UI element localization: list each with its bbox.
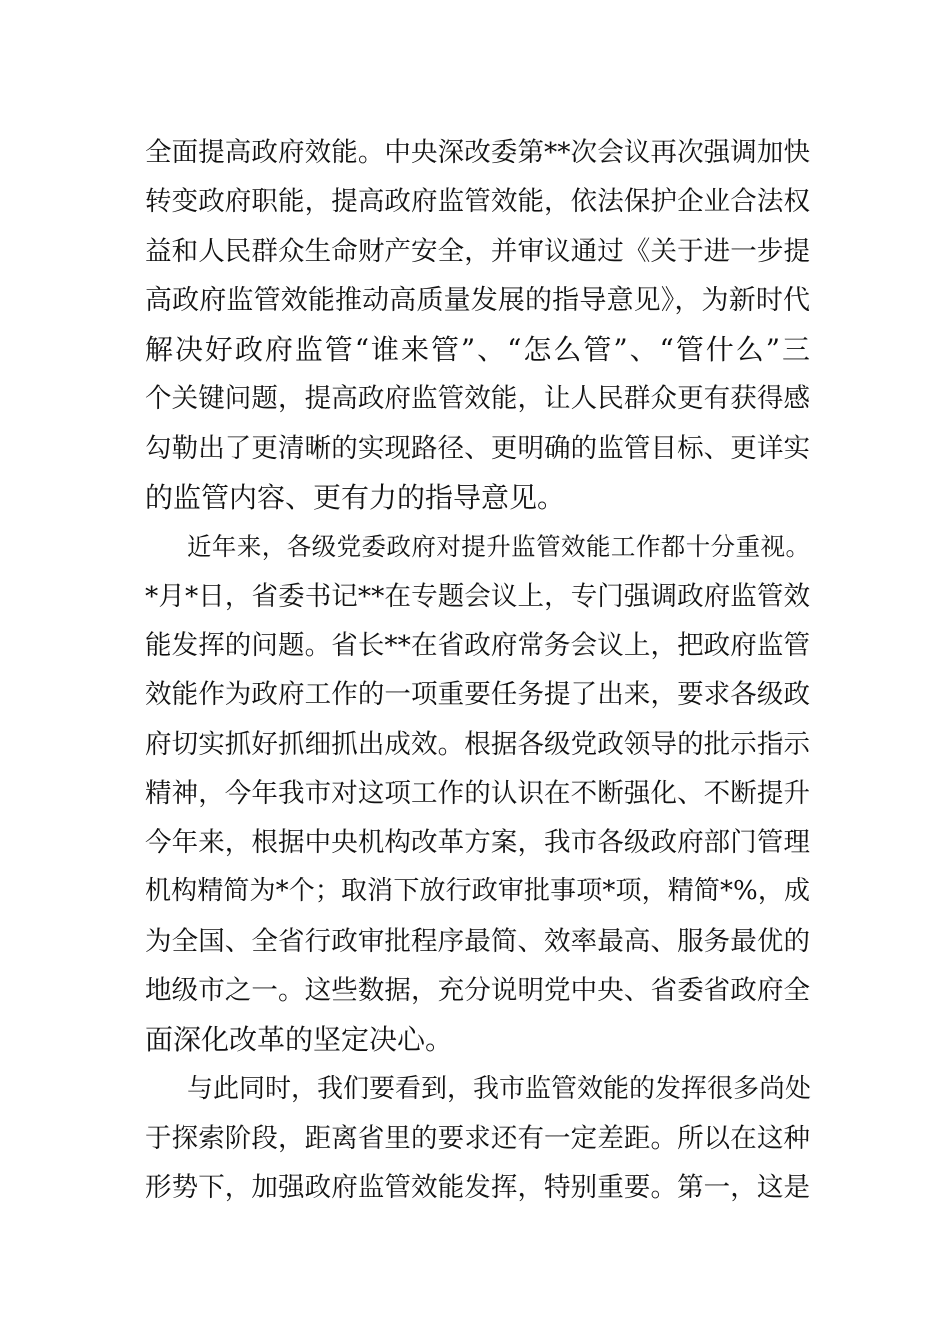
paragraph-start-line: 近年来，各级党委政府对提升监管效能工作都十分重视。 (187, 532, 810, 562)
text-line: 于探索阶段，距离省里的要求还有一定差距。所以在这种 (145, 1122, 810, 1154)
text-line: 形势下，加强政府监管效能发挥，特别重要。第一，这是 (145, 1172, 810, 1204)
text-line: 精神，今年我市对这项工作的认识在不断强化、不断提升 (145, 777, 810, 809)
text-line: 益和人民群众生命财产安全，并审议通过《关于进一步提 (145, 235, 810, 267)
text-line: 机构精简为*个；取消下放行政审批事项*项，精简*%，成 (145, 876, 810, 907)
text-line: 勾勒出了更清晰的实现路径、更明确的监管目标、更详实 (145, 432, 810, 464)
text-line: 解决好政府监管“谁来管”、“怎么管”、“管什么”三 (145, 333, 810, 367)
paragraph-start-line: 与此同时，我们要看到，我市监管效能的发挥很多尚处 (187, 1073, 812, 1104)
text-line: 个关键问题，提高政府监管效能，让人民群众更有获得感 (145, 383, 810, 415)
text-line: 全面提高政府效能。中央深改委第**次会议再次强调加快 (145, 137, 810, 168)
text-line: *月*日，省委书记**在专题会议上，专门强调政府监管效 (145, 580, 810, 612)
text-line: 面深化改革的坚定决心。 (145, 1023, 454, 1057)
body-text (145, 128, 810, 1213)
text-line: 高政府监管效能推动高质量发展的指导意见》，为新时代 (145, 284, 810, 316)
text-line: 的监管内容、更有力的指导意见。 (145, 481, 566, 515)
text-line: 效能作为政府工作的一项重要任务提了出来，要求各级政 (145, 679, 810, 711)
text-line: 府切实抓好抓细抓出成效。根据各级党政领导的批示指示 (145, 728, 810, 760)
text-line: 能发挥的问题。省长**在省政府常务会议上，把政府监管 (145, 629, 810, 661)
text-line: 转变政府职能，提高政府监管效能，依法保护企业合法权 (145, 186, 810, 218)
text-line: 为全国、全省行政审批程序最简、效率最高、服务最优的 (145, 925, 810, 957)
text-line: 地级市之一。这些数据，充分说明党中央、省委省政府全 (145, 975, 810, 1007)
text-line: 今年来，根据中央机构改革方案，我市各级政府部门管理 (145, 827, 810, 859)
